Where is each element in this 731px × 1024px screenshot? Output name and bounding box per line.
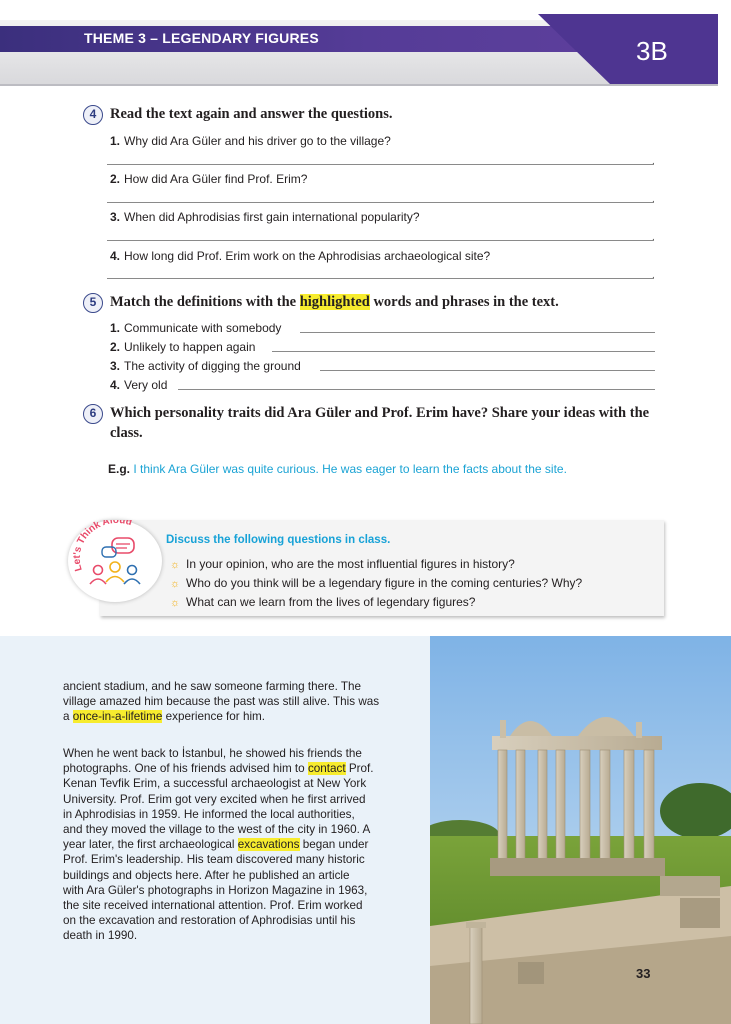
- reading-paragraph-1: ancient stadium, and he saw someone farming there. The village amazed him because the past was still alive. This was a once-in-a-lifetime experience for him.: [63, 680, 380, 724]
- exercise-number-6: 6: [83, 404, 103, 424]
- exercise-number-5: 5: [83, 293, 103, 313]
- aphrodisias-ruins-photo: [430, 636, 731, 1024]
- exercise-number-4: 4: [83, 105, 103, 125]
- definition-item: 1. Communicate with somebody: [110, 321, 282, 335]
- question-item: 2. How did Ara Güler find Prof. Erim?: [110, 172, 308, 186]
- answer-line[interactable]: [107, 278, 654, 279]
- match-answer-line[interactable]: [272, 351, 655, 352]
- definition-item: 3. The activity of digging the ground: [110, 359, 301, 373]
- answer-line[interactable]: [107, 202, 654, 203]
- sun-bullet-icon: ☼: [170, 578, 181, 590]
- sun-bullet-icon: ☼: [170, 559, 181, 571]
- reading-paragraph-2: When he went back to İstanbul, he showed his friends the photographs. One of his friends advised him to contact Prof. Kenan Tevfik Erim, a successful archaeologist at New York University. Prof. Erim got very excited when he first arrived in Aphrodisias in 1959. He informed the local authorities, and they moved the village to the west of the city in 1960. A year later, the first archaeological excavations began under Prof. Erim's leadership. His team discovered many historic buildings and objects here. After he published an article with Ara Güler's photographs in Horizon Magazine in 1963, the site received international attention. Prof. Erim worked on the excavation and restoration of Aphrodisias until his death in 1990.: [63, 747, 374, 943]
- think-aloud-title: Discuss the following questions in class.: [166, 534, 391, 546]
- discussion-question: ☼ In your opinion, who are the most influential figures in history?: [170, 557, 515, 571]
- match-answer-line[interactable]: [320, 370, 655, 371]
- ruins-illustration: [430, 636, 731, 1024]
- answer-end-dot: .: [652, 156, 655, 167]
- think-aloud-badge: [68, 520, 162, 602]
- match-answer-line[interactable]: [178, 389, 655, 390]
- match-answer-line[interactable]: [300, 332, 655, 333]
- theme-title: THEME 3 – LEGENDARY FIGURES: [84, 30, 319, 46]
- definition-item: 2. Unlikely to happen again: [110, 340, 256, 354]
- discussion-question: ☼ What can we learn from the lives of legendary figures?: [170, 595, 476, 609]
- answer-end-dot: .: [652, 232, 655, 243]
- answer-end-dot: .: [652, 194, 655, 205]
- question-item: 4. How long did Prof. Erim work on the Aphrodisias archaeological site?: [110, 249, 491, 263]
- highlighted-word: excavations: [237, 838, 300, 852]
- sun-bullet-icon: ☼: [170, 597, 181, 609]
- highlighted-phrase: once-in-a-lifetime: [72, 710, 163, 724]
- answer-line[interactable]: [107, 240, 654, 241]
- discussion-question: ☼ Who do you think will be a legendary figure in the coming centuries? Why?: [170, 576, 583, 590]
- exercise-6-title: Which personality traits did Ara Güler and Prof. Erim have? Share your ideas with the: [110, 405, 650, 421]
- header-divider: [0, 84, 718, 86]
- exercise-6-title-cont: class.: [110, 425, 143, 441]
- highlighted-word: contact: [307, 762, 346, 776]
- definition-item: 4. Very old: [110, 378, 168, 392]
- example-answer: E.g. I think Ara Güler was quite curious. He was eager to learn the facts about the site.: [108, 462, 567, 476]
- lesson-code: 3B: [636, 36, 668, 66]
- badge-label: Let's Think Aloud: [71, 520, 134, 573]
- think-aloud-badge-icon: [68, 520, 162, 602]
- exercise-4-title: Read the text again and answer the questions.: [110, 106, 393, 122]
- answer-line[interactable]: [107, 164, 654, 165]
- question-item: 1. Why did Ara Güler and his driver go to the village?: [110, 134, 391, 148]
- exercise-5-title: Match the definitions with the highlighted words and phrases in the text.: [110, 294, 559, 310]
- answer-end-dot: .: [652, 270, 655, 281]
- page-number: 33: [636, 966, 651, 981]
- question-item: 3. When did Aphrodisias first gain international popularity?: [110, 210, 420, 224]
